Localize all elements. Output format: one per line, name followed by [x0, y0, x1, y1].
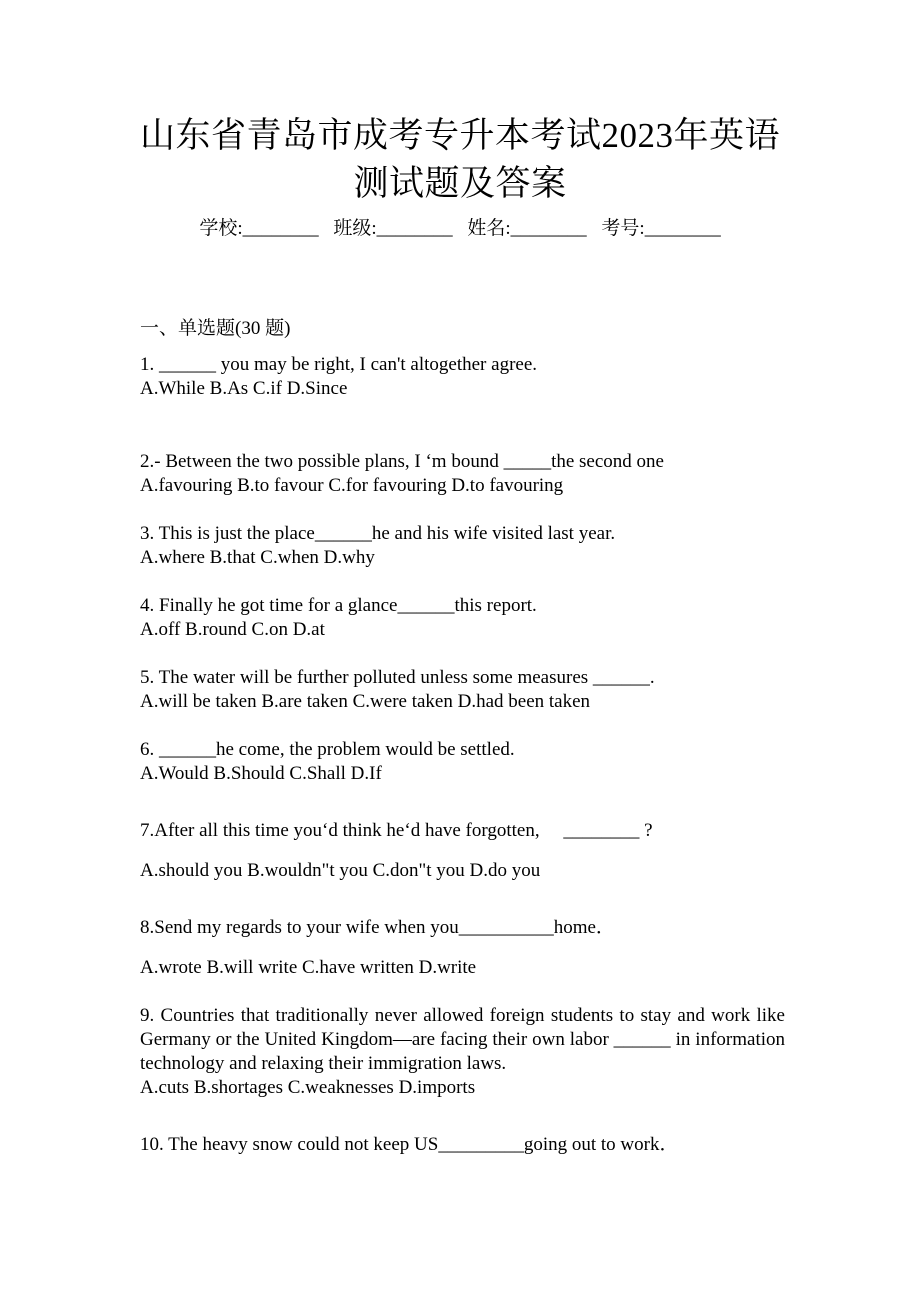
question-options: A.where B.that C.when D.why	[140, 547, 375, 568]
field-exam-number: 考号:________	[601, 218, 721, 239]
question-stem: 9. Countries that traditionally never allowed foreign students to stay and work like Germany or the United Kingdom—are facing their own labor ______ in information technology and relaxing their immigration laws.	[140, 1005, 785, 1074]
question-4	[140, 594, 790, 642]
document-title-line1: 山东省青岛市成考专升本考试2023年英语	[139, 116, 780, 155]
question-options: A.will be taken B.are taken C.were taken D.had been taken	[140, 691, 591, 712]
question-8	[140, 916, 790, 980]
question-stem: 6. ______he come, the problem would be settled.	[140, 739, 515, 760]
field-school: 学校:________	[199, 218, 319, 239]
question-options: A.favouring B.to favour C.for favouring D.to favouring	[140, 475, 564, 496]
question-1	[140, 353, 790, 401]
question-options: A.off B.round C.on D.at	[140, 619, 325, 640]
document-title-line2: 测试题及答案	[353, 164, 567, 203]
section-heading: 一、单选题(30 题)	[140, 318, 291, 339]
question-options: A.cuts B.shortages C.weaknesses D.imports	[140, 1077, 476, 1098]
question-options: A.While B.As C.if D.Since	[140, 378, 348, 399]
question-stem: 8.Send my regards to your wife when you__________home．	[140, 917, 615, 938]
question-stem: 4. Finally he got time for a glance______this report.	[140, 595, 537, 616]
field-class: 班级:________	[333, 218, 453, 239]
question-stem: 7.After all this time you‘d think he‘d have forgotten, ________ ?	[140, 820, 653, 841]
student-info-fields	[0, 214, 920, 244]
field-name: 姓名:________	[467, 218, 587, 239]
question-3	[140, 522, 790, 570]
question-6	[140, 738, 790, 786]
question-stem: 5. The water will be further polluted unless some measures ______.	[140, 667, 655, 688]
question-stem: 10. The heavy snow could not keep US_________going out to work．	[140, 1134, 679, 1155]
question-2	[140, 450, 790, 498]
question-stem: 3. This is just the place______he and his wife visited last year.	[140, 523, 616, 544]
question-stem: 2.- Between the two possible plans, I ‘m bound _____the second one	[140, 451, 664, 472]
question-7	[140, 819, 790, 883]
question-5	[140, 666, 790, 714]
question-9	[140, 1004, 785, 1100]
question-10	[140, 1133, 790, 1157]
question-stem: 1. ______ you may be right, I can't altogether agree.	[140, 354, 538, 375]
question-options: A.wrote B.will write C.have written D.write	[140, 957, 477, 978]
question-options: A.should you B.wouldn"t you C.don"t you D.do you	[140, 860, 541, 881]
question-options: A.Would B.Should C.Shall D.If	[140, 763, 382, 784]
